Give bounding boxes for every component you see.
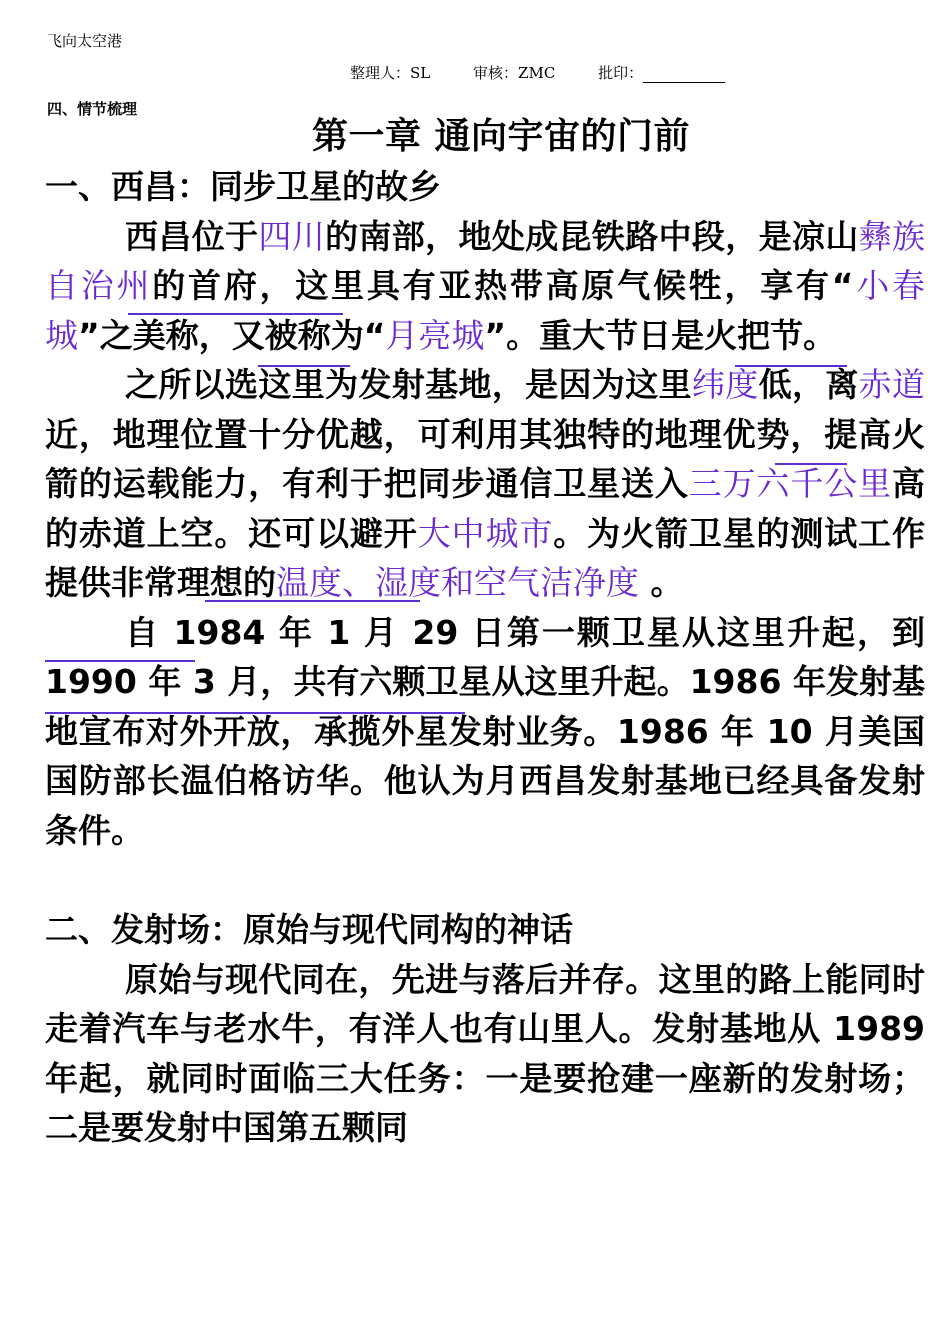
chapter-title: 第一章 通向宇宙的门前 — [312, 116, 691, 157]
paragraph: 原始与现代同在，先进与落后并存。这里的路上能同时走着汽车与老水牛，有洋人也有山里人。发射基地从 1989 年起，就同时面临三大任务：一是要抢建一座新的发射场；二是要发射中国第五颗同 — [45, 959, 925, 1147]
header-meta — [350, 62, 763, 83]
approval-label: 批印： — [598, 64, 644, 82]
fill-answer: 大中城市 — [417, 513, 554, 553]
text: 的南部，地处成昆铁路中段，是凉山 — [325, 216, 859, 256]
text: 近，地理位置十分优越，可利用其独特的地理优势，提高火箭的运载能力，有利于把同步通信卫星送入 — [45, 414, 925, 503]
paragraph — [45, 360, 925, 608]
text: 的首府，这里具有亚热带高原气候牲，享有“ — [152, 266, 854, 305]
section-heading: 二、发射场：原始与现代同构的神话 — [45, 910, 573, 949]
text: 西昌位于 — [125, 216, 259, 256]
reviewer: 审核：ZMC — [473, 64, 556, 82]
fill-answer: 三万六千公里 — [688, 464, 893, 503]
text: ”。重大节日是火把节。 — [484, 315, 837, 355]
approval-blank — [643, 68, 725, 83]
text: 。 — [639, 563, 684, 602]
fill-answer: 小春城 — [45, 266, 926, 355]
fill-answer: 月亮城 — [385, 315, 485, 355]
doc-title: 飞向太空港 — [47, 32, 123, 50]
fill-answer: 赤道 — [858, 365, 926, 404]
fill-answer: 彝族自治州 — [45, 216, 926, 305]
fill-answer: 温度、湿度和空气洁净度 — [276, 563, 639, 602]
text: ”之美称，又被称为“ — [78, 315, 386, 355]
document-body — [45, 162, 925, 1153]
section-label: 四、情节梳理 — [47, 100, 138, 118]
text: 低，离 — [758, 365, 859, 404]
paragraph — [45, 212, 925, 361]
text: 高的赤道上空。还可以避开 — [45, 464, 926, 553]
paragraph: 自 1984 年 1 月 29 日第一颗卫星从这里升起，到 1990 年 3 月，共有六颗卫星从这里升起。1986 年发射基地宣布对外开放，承揽外星发射业务。1986 年 10 月美国国防部长温伯格访华。他认为月西昌发射基地已经具备发射条件。 — [45, 612, 925, 850]
text: 。为火箭卫星的测试工作提供非常理想的 — [45, 513, 926, 602]
organizer: 整理人：SL — [350, 64, 431, 82]
spacer — [45, 855, 925, 905]
fill-answer: 四川 — [258, 216, 326, 256]
section-heading: 一、西昌：同步卫星的故乡 — [45, 167, 441, 206]
fill-answer: 纬度 — [691, 365, 759, 404]
text: 之所以选这里为发射基地，是因为这里 — [125, 365, 692, 404]
